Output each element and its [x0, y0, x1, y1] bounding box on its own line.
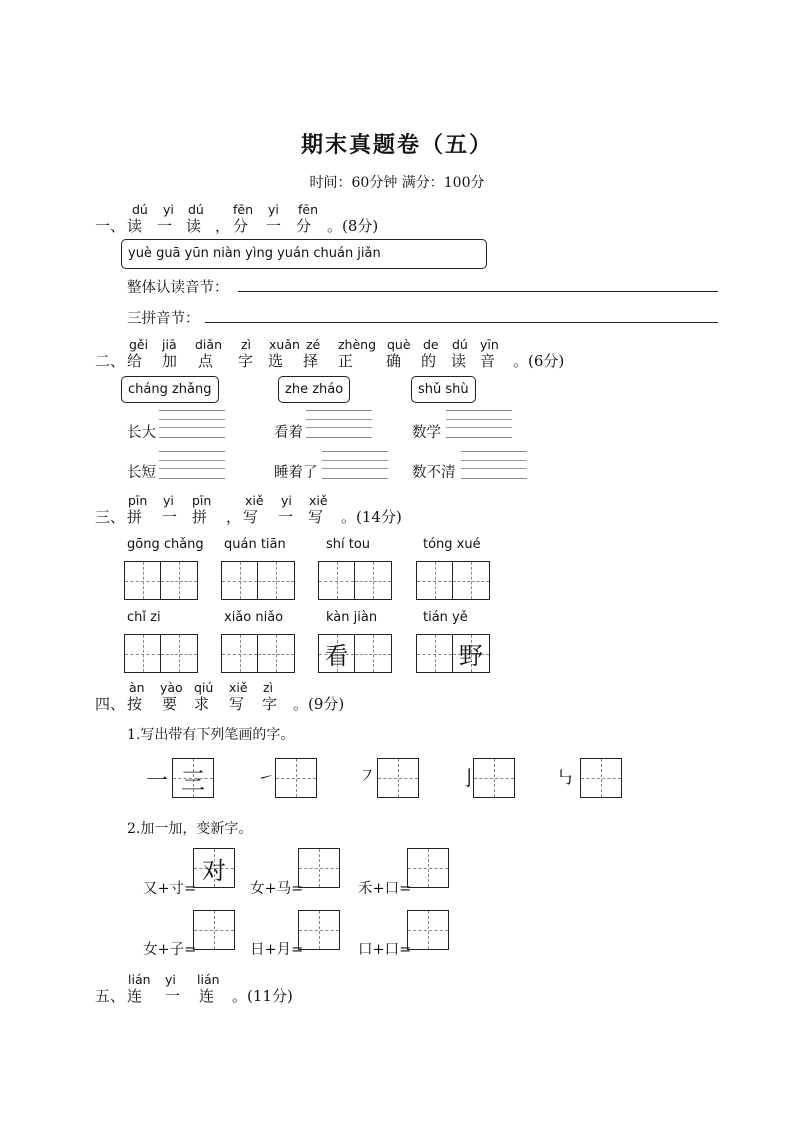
q4-pinyin-1: yào	[160, 680, 183, 695]
q1-pinyin-4: yi	[268, 202, 279, 217]
label-three-part-syllables: 三拼音节：	[127, 311, 200, 327]
pinyin-write-lines[interactable]	[159, 451, 225, 479]
q4-pinyin-3: xiě	[229, 680, 248, 695]
stroke-hengzhezhegou: ㇉	[556, 768, 574, 789]
q2-pinyin-4: xuǎn	[269, 337, 300, 352]
writing-grid-shitou[interactable]	[318, 561, 392, 600]
pinyin-gongchang: gōng chǎng	[127, 537, 204, 552]
page-title: 期末真题卷（五）	[300, 132, 493, 158]
q5-number: 五、	[95, 987, 126, 1005]
q4-number: 四、	[95, 695, 126, 713]
q3-char-1: 一	[162, 508, 178, 526]
pinyin-shitou: shí tou	[326, 537, 371, 552]
q1-char-4: 分	[233, 217, 249, 235]
sum-you-cun: 又+寸=	[143, 881, 197, 897]
writing-grid-tianye[interactable]: 野	[416, 634, 490, 673]
q3-pinyin-4: yi	[281, 493, 292, 508]
q3-char-4: 写	[243, 508, 259, 526]
q3-char-2: 拼	[192, 508, 208, 526]
pinyin-chizi: chǐ zi	[127, 610, 161, 625]
q2-pinyin-6: zhèng	[338, 337, 377, 352]
pinyin-tongxue: tóng xué	[423, 537, 481, 552]
q1-char-3: ，	[215, 217, 231, 235]
q3-char-5: 一	[278, 508, 294, 526]
q3-number: 三、	[95, 508, 126, 526]
q2-char-6: 正	[338, 352, 354, 370]
q2-char-7: 确	[386, 352, 402, 370]
q2-pinyin-8: de	[423, 337, 439, 352]
q2-char-3: 字	[238, 352, 254, 370]
q4-pinyin-4: zì	[263, 680, 274, 695]
q1-char-0: 读	[127, 217, 143, 235]
q2-score: 。(6分)	[513, 352, 565, 370]
q3-pinyin-0: pīn	[128, 493, 148, 508]
q5-char-1: 一	[165, 987, 181, 1005]
pinyin-write-lines[interactable]	[159, 410, 225, 438]
q2-char-5: 择	[303, 352, 319, 370]
option-box-shu-shu: shǔ shù	[411, 376, 476, 403]
sum-he-kou: 禾+口=	[358, 881, 412, 897]
q4-pinyin-2: qiú	[194, 680, 214, 695]
option-box-chang-zhang: cháng zhǎng	[121, 376, 219, 403]
q4-char-2: 求	[194, 695, 210, 713]
syllable-box: yuè guā yūn niàn yìng yuán chuán jiǎn	[121, 239, 487, 269]
word-shuxue: 数学	[412, 425, 441, 441]
stroke-heng: 一	[146, 769, 169, 794]
sum-kou-kou: 口+口=	[358, 942, 412, 958]
q3-char-3: ，	[226, 508, 242, 526]
pinyin-quantian: quán tiān	[224, 537, 286, 552]
pinyin-write-lines[interactable]	[322, 451, 388, 479]
q1-char-5: 一	[266, 217, 282, 235]
q5-pinyin-1: yi	[165, 972, 176, 987]
q4-char-4: 字	[262, 695, 278, 713]
q3-pinyin-3: xiě	[245, 493, 264, 508]
q5-score: 。(11分)	[232, 987, 293, 1005]
writing-grid-kanjian[interactable]: 看	[318, 634, 392, 673]
word-kanzhe: 看着	[274, 425, 303, 441]
pinyin-write-lines[interactable]	[461, 451, 527, 479]
q3-pinyin-1: yi	[163, 493, 174, 508]
q2-pinyin-5: zé	[306, 337, 321, 352]
q1-number: 一、	[95, 217, 126, 235]
q4-char-3: 写	[229, 695, 245, 713]
q1-pinyin-0: dú	[132, 202, 148, 217]
writing-grid-quantian[interactable]	[221, 561, 295, 600]
answer-grid-nv-zi[interactable]	[193, 910, 235, 950]
q3-pinyin-5: xiě	[309, 493, 328, 508]
stroke-hengzhe: ㇇	[358, 766, 376, 787]
answer-grid-nv-ma[interactable]	[298, 848, 340, 888]
exam-info: 时间：60分钟 满分：100分	[309, 175, 485, 191]
answer-line-1[interactable]	[238, 291, 718, 292]
q2-char-8: 的	[421, 352, 437, 370]
pinyin-kanjian: kàn jiàn	[326, 610, 378, 625]
answer-grid-kou-kou[interactable]	[407, 910, 449, 950]
q1-pinyin-1: yi	[163, 202, 174, 217]
q2-char-9: 读	[451, 352, 467, 370]
q2-char-2: 点	[198, 352, 214, 370]
writing-grid-chizi[interactable]	[124, 634, 198, 673]
q1-char-6: 分	[296, 217, 312, 235]
q2-pinyin-2: diǎn	[195, 337, 222, 352]
stroke-shugou: 亅	[459, 766, 479, 790]
q1-pinyin-5: fēn	[298, 202, 319, 217]
answer-grid-hengzhezhegou[interactable]	[580, 758, 622, 798]
q2-pinyin-1: jiā	[162, 337, 177, 352]
sum-nv-ma: 女+马=	[250, 881, 304, 897]
q1-char-1: 一	[157, 217, 173, 235]
answer-grid-he-kou[interactable]	[407, 848, 449, 888]
writing-grid-tongxue[interactable]	[416, 561, 490, 600]
q4-score: 。(9分)	[293, 695, 345, 713]
q5-char-0: 连	[127, 987, 143, 1005]
pinyin-xiaoniao: xiǎo niǎo	[224, 610, 284, 625]
pinyin-write-lines[interactable]	[446, 410, 512, 438]
q2-pinyin-0: gěi	[129, 337, 149, 352]
answer-grid-you-cun[interactable]: 对	[193, 848, 235, 888]
q4-pinyin-0: àn	[129, 680, 145, 695]
writing-grid-gongchang[interactable]	[124, 561, 198, 600]
q3-score: 。(14分)	[341, 508, 402, 526]
answer-grid-shugou[interactable]	[473, 758, 515, 798]
q5-char-2: 连	[199, 987, 215, 1005]
pinyin-write-lines[interactable]	[306, 410, 372, 438]
q5-pinyin-0: lián	[128, 972, 151, 987]
q5-pinyin-2: lián	[197, 972, 220, 987]
q2-char-10: 音	[480, 352, 496, 370]
stroke-ti: ㇀	[257, 768, 275, 789]
q4-char-0: 按	[127, 695, 143, 713]
q1-char-2: 读	[186, 217, 202, 235]
pinyin-tianye: tián yě	[423, 610, 468, 625]
q3-pinyin-2: pīn	[192, 493, 212, 508]
q3-char-6: 写	[308, 508, 324, 526]
q2-char-4: 选	[268, 352, 284, 370]
q4-part2-instruction: 2.加一加，变新字。	[127, 821, 253, 837]
q2-char-1: 加	[162, 352, 178, 370]
word-shubuqing: 数不清	[412, 465, 456, 481]
answer-grid-ri-yue[interactable]	[298, 910, 340, 950]
q1-score: 。(8分)	[327, 217, 379, 235]
word-changda: 长大	[127, 425, 156, 441]
q1-pinyin-2: dú	[188, 202, 204, 217]
q2-char-0: 给	[127, 352, 143, 370]
writing-grid-xiaoniao[interactable]	[221, 634, 295, 673]
answer-grid-hengzhe[interactable]	[377, 758, 419, 798]
q4-char-1: 要	[162, 695, 178, 713]
q4-part1-instruction: 1.写出带有下列笔画的字。	[127, 727, 295, 743]
q1-pinyin-3: fēn	[233, 202, 254, 217]
q2-pinyin-10: yīn	[480, 337, 499, 352]
sum-ri-yue: 日+月=	[250, 942, 304, 958]
q2-pinyin-9: dú	[452, 337, 468, 352]
word-shuizhaole: 睡着了	[274, 465, 318, 481]
q2-pinyin-7: què	[387, 337, 411, 352]
q3-char-0: 拼	[127, 508, 143, 526]
q2-pinyin-3: zì	[241, 337, 252, 352]
answer-line-2[interactable]	[205, 322, 718, 323]
option-box-zhe-zhao: zhe zháo	[278, 376, 350, 403]
answer-grid-ti[interactable]	[275, 758, 317, 798]
label-whole-syllables: 整体认读音节：	[127, 280, 229, 296]
answer-grid-heng[interactable]: 三	[172, 758, 214, 798]
sum-nv-zi: 女+子=	[143, 942, 197, 958]
word-changduan: 长短	[127, 465, 156, 481]
q2-number: 二、	[95, 352, 126, 370]
